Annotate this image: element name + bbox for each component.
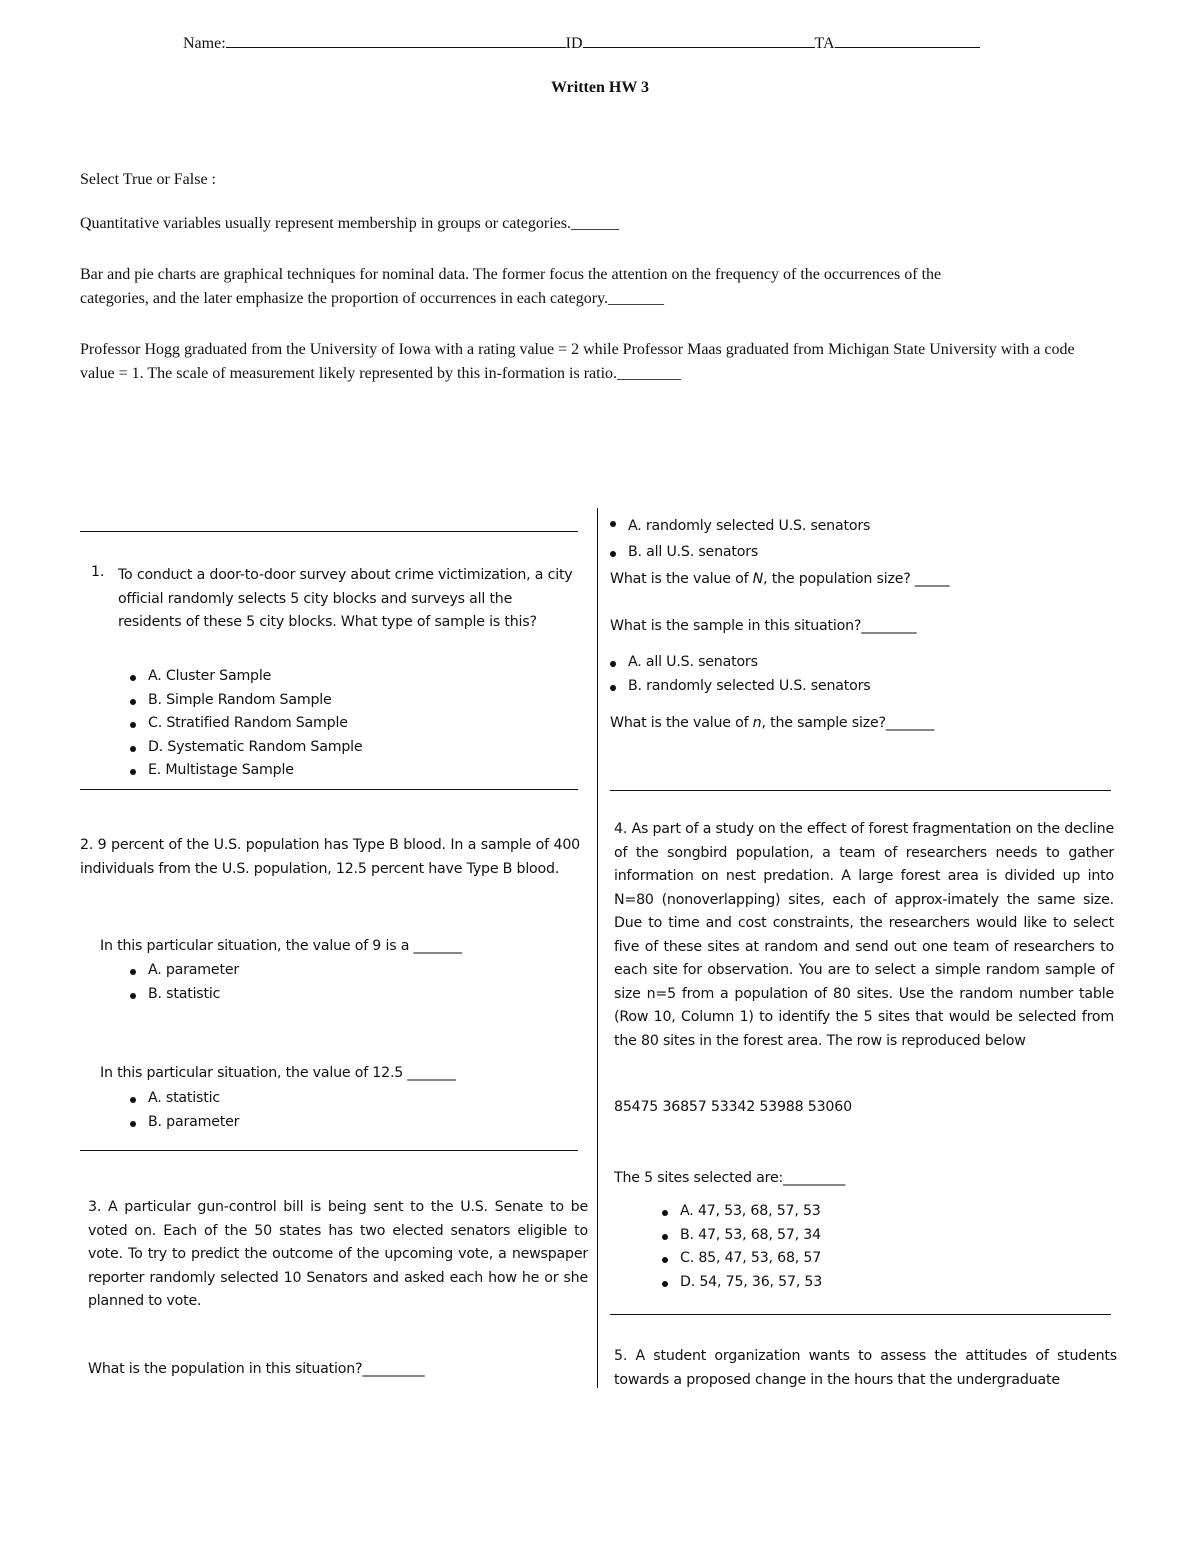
- q2-part1-options: [130, 959, 239, 1006]
- q3-n-question-pre: What is the value of: [610, 715, 753, 731]
- q2-part1: In this particular situation, the value of 9 is a _______: [100, 938, 462, 954]
- q2-part1-option[interactable]: A. parameter: [130, 959, 239, 983]
- q1-options: [130, 665, 362, 783]
- tf-statement-2: Bar and pie charts are graphical techniques for nominal data. The former focus the attention on the frequency of the occurrences of the categories, and the later emphasize the proportion of occurrences in each category._______: [80, 266, 942, 307]
- q1-option[interactable]: C. Stratified Random Sample: [130, 712, 362, 736]
- q3-text: 3. A particular gun-control bill is being sent to the U.S. Senate to be voted on. Each of the 50 states has two elected senators eligible to vote. To try to predict the outcome of the upcoming vote, a newspaper reporter randomly selected 10 Senators and asked each how he or she planned to vote.: [88, 1199, 588, 1309]
- q2-part2-options: [130, 1087, 239, 1134]
- q1-option[interactable]: B. Simple Random Sample: [130, 689, 362, 713]
- q1-number: 1.: [91, 564, 105, 580]
- student-info-line: [183, 33, 980, 53]
- q3-sample-option[interactable]: B. randomly selected U.S. senators: [610, 675, 870, 699]
- q5-text: 5. A student organization wants to assess the attitudes of students towards a proposed change in the hours that the undergraduate: [614, 1348, 1117, 1388]
- q3-population-option[interactable]: B. all U.S. senators: [610, 541, 870, 565]
- page-title: Written HW 3: [550, 79, 650, 96]
- name-field[interactable]: [226, 33, 566, 48]
- id-label: ID: [565, 35, 583, 52]
- id-field[interactable]: [583, 33, 815, 48]
- q1-option[interactable]: D. Systematic Random Sample: [130, 736, 362, 760]
- q3-N-var: N: [752, 571, 764, 587]
- divider: [80, 789, 578, 790]
- q2-part1-option[interactable]: B. statistic: [130, 983, 239, 1007]
- divider: [80, 531, 578, 532]
- q2-text: 2. 9 percent of the U.S. population has Type B blood. In a sample of 400 individuals from the U.S. population, 12.5 percent have Type B blood.: [80, 837, 580, 877]
- name-label: Name:: [183, 35, 226, 52]
- divider: [610, 1314, 1111, 1315]
- divider: [80, 1150, 578, 1151]
- q3-N-question-pre: What is the value of: [610, 571, 753, 587]
- q1-text: To conduct a door-to-door survey about crime victimization, a city official randomly selects 5 city blocks and surveys all the residents of these 5 city blocks. What type of sample is this?: [118, 567, 573, 630]
- tf-statement-3: Professor Hogg graduated from the University of Iowa with a rating value = 2 while Professor Maas graduated from Michigan State University with a code value = 1. The scale of measurement likely represented by this in-formation is ratio.________: [80, 341, 1075, 382]
- q4-option[interactable]: C. 85, 47, 53, 68, 57: [662, 1247, 822, 1271]
- q3-N-question: [610, 571, 949, 587]
- q2-part2: In this particular situation, the value of 12.5 _______: [100, 1065, 456, 1081]
- divider: [610, 790, 1111, 791]
- q2-part2-option[interactable]: A. statistic: [130, 1087, 239, 1111]
- tf-instruction: Select True or False :: [80, 171, 216, 188]
- q4-option[interactable]: B. 47, 53, 68, 57, 34: [662, 1224, 822, 1248]
- q4-option[interactable]: A. 47, 53, 68, 57, 53: [662, 1200, 822, 1224]
- q3-n-question-post: , the sample size?_______: [761, 715, 935, 731]
- ta-field[interactable]: [835, 33, 980, 48]
- q1-option[interactable]: E. Multistage Sample: [130, 759, 362, 783]
- q4-options: [662, 1200, 822, 1294]
- ta-label: TA: [814, 35, 835, 52]
- q3-population-options: [610, 511, 870, 565]
- q3-population-question: What is the population in this situation?_________: [88, 1361, 425, 1377]
- tf-statement-1: Quantitative variables usually represent membership in groups or categories.______: [80, 215, 619, 232]
- q3-n-var: n: [752, 715, 762, 731]
- q3-sample-question: What is the sample in this situation?________: [610, 618, 917, 634]
- q1-option[interactable]: A. Cluster Sample: [130, 665, 362, 689]
- column-divider: [597, 508, 598, 1388]
- q3-n-question: [610, 715, 934, 731]
- q4-random-numbers: 85475 36857 53342 53988 53060: [614, 1099, 852, 1115]
- q4-option[interactable]: D. 54, 75, 36, 57, 53: [662, 1271, 822, 1295]
- q4-prompt: The 5 sites selected are:_________: [614, 1170, 846, 1186]
- q3-population-option[interactable]: A. randomly selected U.S. senators: [610, 511, 870, 541]
- q3-N-question-post: , the population size? _____: [763, 571, 950, 587]
- q4-text: 4. As part of a study on the effect of forest fragmentation on the decline of the songbird population, a team of researchers needs to gather information on nest predation. A large forest area is divided up into N=80 (nonoverlapping) sites, each of approx-imately the same size. Due to time and cost constraints, the researchers would like to select five of these sites at random and send out one team of researchers to each site for observation. You are to select a simple random sample of size n=5 from a population of 80 sites. Use the random number table (Row 10, Column 1) to identify the 5 sites that would be selected from the 80 sites in the forest area. The row is reproduced below: [614, 821, 1114, 1049]
- q2-part2-option[interactable]: B. parameter: [130, 1111, 239, 1135]
- q3-sample-option[interactable]: A. all U.S. senators: [610, 651, 870, 675]
- q3-sample-options: [610, 651, 870, 698]
